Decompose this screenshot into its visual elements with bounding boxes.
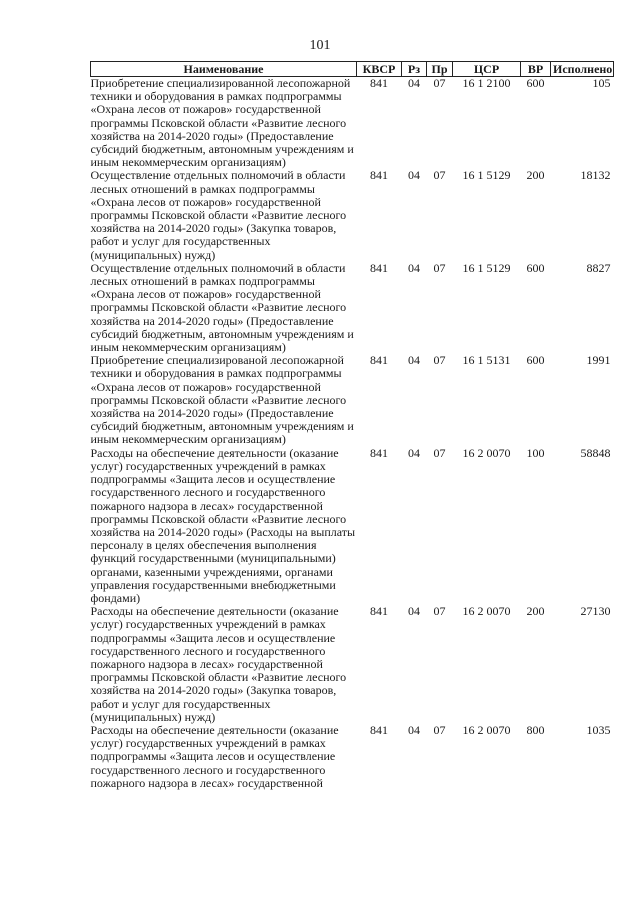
row-csr: 16 1 5131 xyxy=(462,353,511,368)
row-kvsr: 841 xyxy=(370,168,388,183)
row-rz: 04 xyxy=(408,76,420,90)
table-row xyxy=(91,77,614,170)
row-rz: 04 xyxy=(408,168,420,183)
row-vr: 100 xyxy=(526,445,545,460)
row-csr: 16 1 5129 xyxy=(462,260,511,275)
table-row xyxy=(91,169,614,261)
budget-table xyxy=(90,61,614,790)
row-executed: 105 xyxy=(592,76,611,90)
row-pr: 07 xyxy=(433,76,446,90)
table-header-row xyxy=(91,62,614,77)
row-name: Расходы на обеспечение деятельности (оказание услуг) государственных учреждений в рамках подпрограммы «Защита лесов и осуществление государственного лесного и государственного пожарного надзора в лесах» государственной программы Псковской области «Развитие лесного хозяйства на 2014-2020 годы» (Закупка товаров, работ и услуг для государственных (муниципальных) нужд) xyxy=(90,604,347,724)
table-row xyxy=(91,605,614,724)
row-name: Осуществление отдельных полномочий в области лесных отношений в рамках подпрограммы «Охрана лесов от пожаров» государственной программы Псковской области «Развитие лесного хозяйства на 2014-2020 годы» (Закупка товаров, работ и услуг для государственных (муниципальных) нужд) xyxy=(90,168,347,262)
header-vr: ВР xyxy=(521,62,551,77)
row-pr: 07 xyxy=(433,353,446,368)
row-kvsr: 841 xyxy=(370,260,388,275)
header-executed: Исполнено xyxy=(551,62,614,77)
row-kvsr: 841 xyxy=(370,604,388,619)
row-name: Расходы на обеспечение деятельности (оказание услуг) государственных учреждений в рамках подпрограммы «Защита лесов и осуществление государственного лесного и государственного пожарного надзора в лесах» государственной xyxy=(90,722,339,790)
row-csr: 16 2 0070 xyxy=(462,722,511,737)
row-rz: 04 xyxy=(408,604,420,619)
row-executed: 1991 xyxy=(586,353,611,368)
row-vr: 600 xyxy=(526,76,545,90)
row-rz: 04 xyxy=(408,260,420,275)
table-row xyxy=(91,447,614,605)
table-row xyxy=(91,724,614,790)
row-rz: 04 xyxy=(408,445,420,460)
table-row xyxy=(91,354,614,446)
row-vr: 200 xyxy=(526,604,545,619)
row-vr: 600 xyxy=(526,353,545,368)
row-kvsr: 841 xyxy=(370,76,388,90)
row-executed: 1035 xyxy=(586,722,611,737)
row-executed: 18132 xyxy=(580,168,611,183)
row-executed: 8827 xyxy=(586,260,611,275)
row-vr: 600 xyxy=(526,260,545,275)
header-name: Наименование xyxy=(91,62,357,77)
row-name: Расходы на обеспечение деятельности (оказание услуг) государственных учреждений в рамках подпрограммы «Защита лесов и осуществление государственного лесного и государственного пожарного надзора в лесах» государственной программы Псковской области «Развитие лесного хозяйства на 2014-2020 годы» (Расходы на выплаты персоналу в целях обеспечения выполнения функций государственными (муниципальными) органами, казенными учреждениями, органами управления государственными внебюджетными фондами) xyxy=(90,445,356,605)
row-name: Осуществление отдельных полномочий в области лесных отношений в рамках подпрограммы «Охрана лесов от пожаров» государственной программы Псковской области «Развитие лесного хозяйства на 2014-2020 годы» (Предоставление субсидий бюджетным, автономным учреждениям и иным некоммерческим организациям) xyxy=(90,260,354,355)
row-csr: 16 1 2100 xyxy=(462,76,511,90)
row-executed: 58848 xyxy=(580,445,611,460)
row-rz: 04 xyxy=(408,722,420,737)
row-csr: 16 1 5129 xyxy=(462,168,511,183)
row-pr: 07 xyxy=(433,168,446,183)
row-pr: 07 xyxy=(433,445,446,460)
header-csr: ЦСР xyxy=(453,62,521,77)
row-executed: 27130 xyxy=(580,604,611,619)
page-number: 101 xyxy=(309,38,331,53)
table-row xyxy=(91,262,614,354)
row-name: Приобретение специализированной лесопожарной техники и оборудования в рамках подпрограммы «Охрана лесов от пожаров» государственной программы Псковской области «Развитие лесного хозяйства на 2014-2020 годы» (Предоставление субсидий бюджетным, автономным учреждениям и иным некоммерческим организациям) xyxy=(90,76,354,170)
row-vr: 800 xyxy=(526,722,545,737)
row-kvsr: 841 xyxy=(370,722,388,737)
header-rz: Рз xyxy=(402,62,427,77)
row-csr: 16 2 0070 xyxy=(462,445,511,460)
header-kvsr: КВСР xyxy=(357,62,402,77)
row-pr: 07 xyxy=(433,722,446,737)
row-rz: 04 xyxy=(408,353,420,368)
row-vr: 200 xyxy=(526,168,545,183)
row-csr: 16 2 0070 xyxy=(462,604,511,619)
row-kvsr: 841 xyxy=(370,445,388,460)
row-kvsr: 841 xyxy=(370,353,388,368)
row-pr: 07 xyxy=(433,260,446,275)
row-pr: 07 xyxy=(433,604,446,619)
row-name: Приобретение специализированой лесопожарной техники и оборудования в рамках подпрограммы «Охрана лесов от пожаров» государственной программы Псковской области «Развитие лесного хозяйства на 2014-2020 годы» (Предоставление субсидий бюджетным, автономным учреждениям и иным некоммерческим организациям) xyxy=(90,353,354,447)
header-pr: Пр xyxy=(427,62,453,77)
